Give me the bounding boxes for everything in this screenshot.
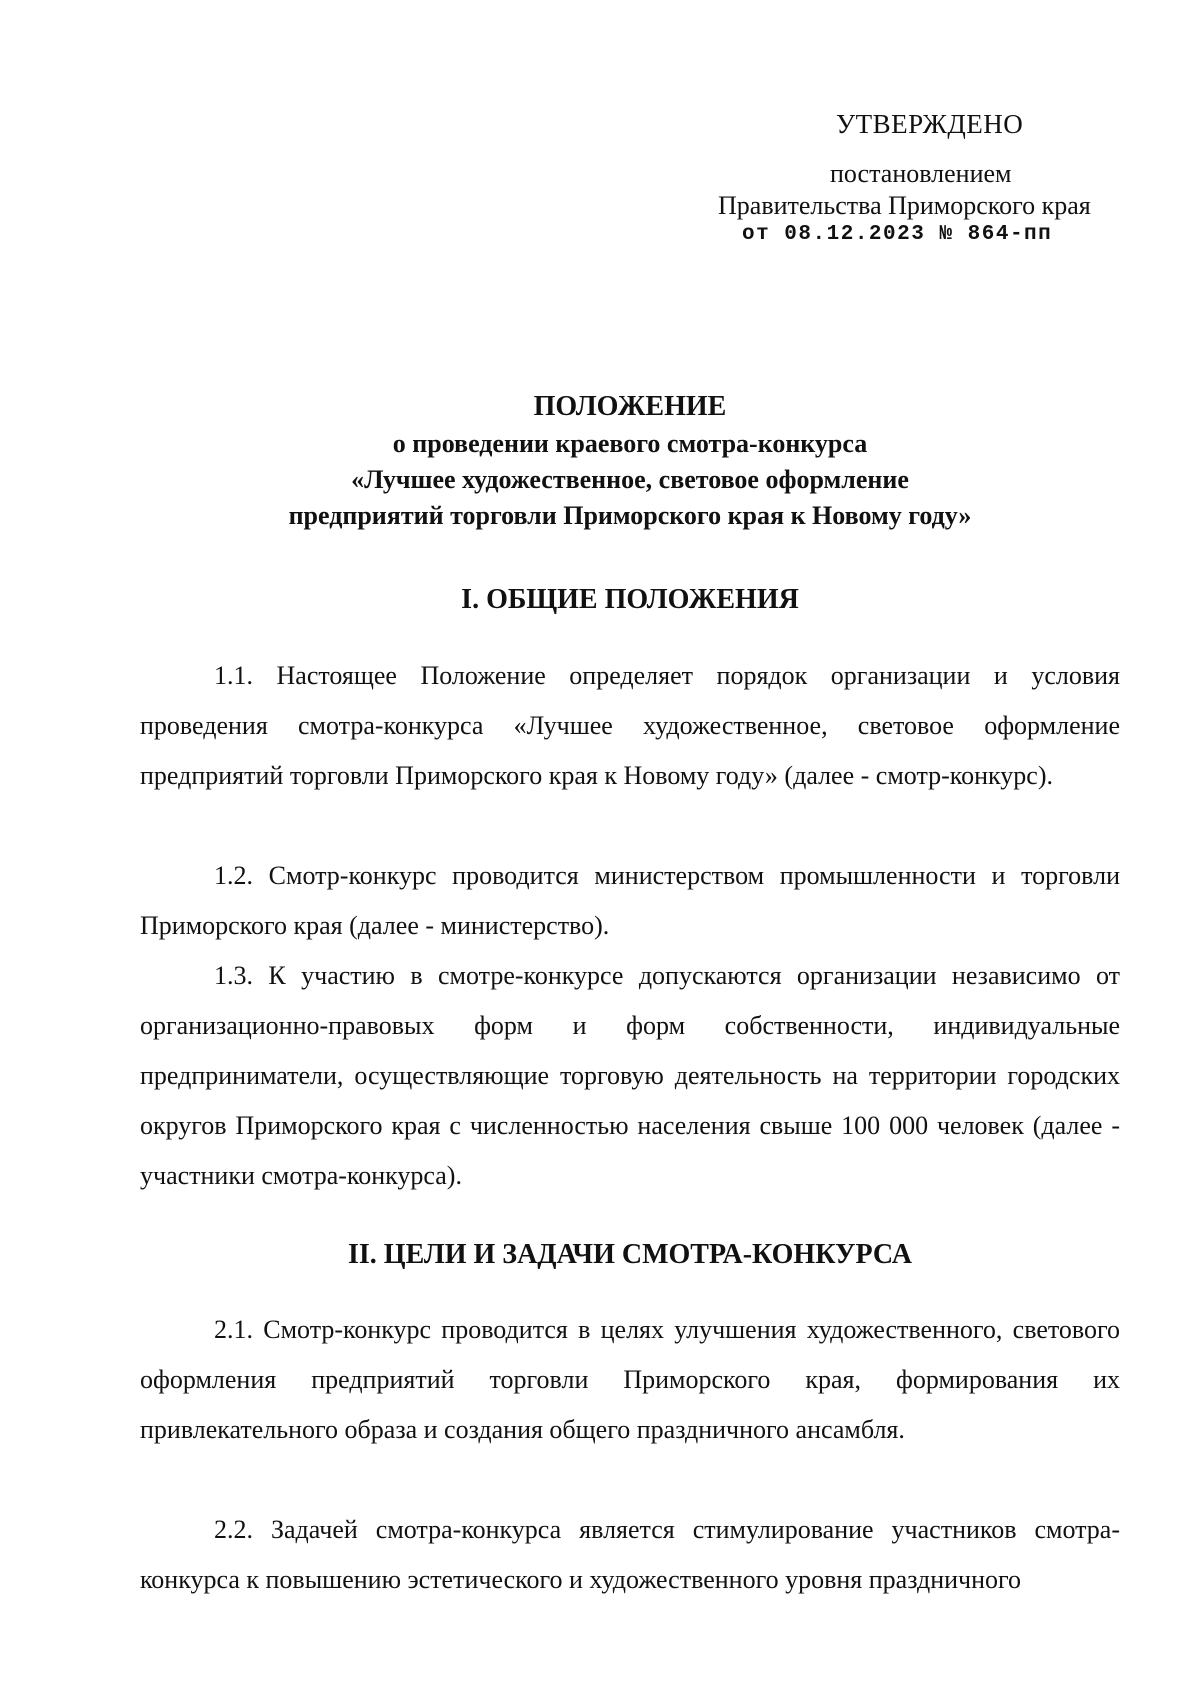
document-title-line-3: предприятий торговли Приморского края к Новому году»: [288, 501, 972, 530]
approval-line-resolution: постановлением: [830, 159, 1012, 188]
document-title: [140, 388, 1120, 534]
document-title-line-2: «Лучшее художественное, световое оформление: [351, 465, 909, 494]
paragraph-2-2: 2.2. Задачей смотра-конкурса является стимулирование участников смотра-конкурса к повышению эстетического и художественного уровня праздничного: [140, 1515, 1120, 1594]
paragraph-2-1: 2.1. Смотр-конкурс проводится в целях улучшения художественного, светового оформления предприятий торговли Приморского края, формирования их привлекательного образа и создания общего праздничного ансамбля.: [140, 1315, 1120, 1444]
paragraph-1-3: 1.3. К участию в смотре-конкурсе допускаются организации независимо от организационно-правовых форм и форм собственности, индивидуальные предприниматели, осуществляющие торговую деятельность на территории городских округов Приморского края с численностью населения свыше 100 000 человек (далее - участники смотра-конкурса).: [140, 961, 1120, 1190]
approval-number: от 08.12.2023 № 864-пп: [742, 223, 1053, 246]
approval-stamp: [680, 108, 1140, 248]
paragraph-1-1: 1.1. Настоящее Положение определяет порядок организации и условия проведения смотра-конкурса «Лучшее художественное, световое оформление предприятий торговли Приморского края к Новому году» (далее - смотр-конкурс).: [140, 661, 1120, 790]
approval-line-government: Правительства Приморского края: [718, 191, 1091, 220]
section-2-heading: II. ЦЕЛИ И ЗАДАЧИ СМОТРА-КОНКУРСА: [348, 1239, 912, 1270]
document-title-main: ПОЛОЖЕНИЕ: [533, 391, 727, 422]
document-title-line-1: о проведении краевого смотра-конкурса: [392, 429, 868, 458]
section-1-heading: I. ОБЩИЕ ПОЛОЖЕНИЯ: [461, 584, 799, 615]
paragraph-1-2: 1.2. Смотр-конкурс проводится министерством промышленности и торговли Приморского края (далее - министерство).: [140, 861, 1120, 940]
approval-title: УТВЕРЖДЕНО: [836, 109, 1024, 139]
